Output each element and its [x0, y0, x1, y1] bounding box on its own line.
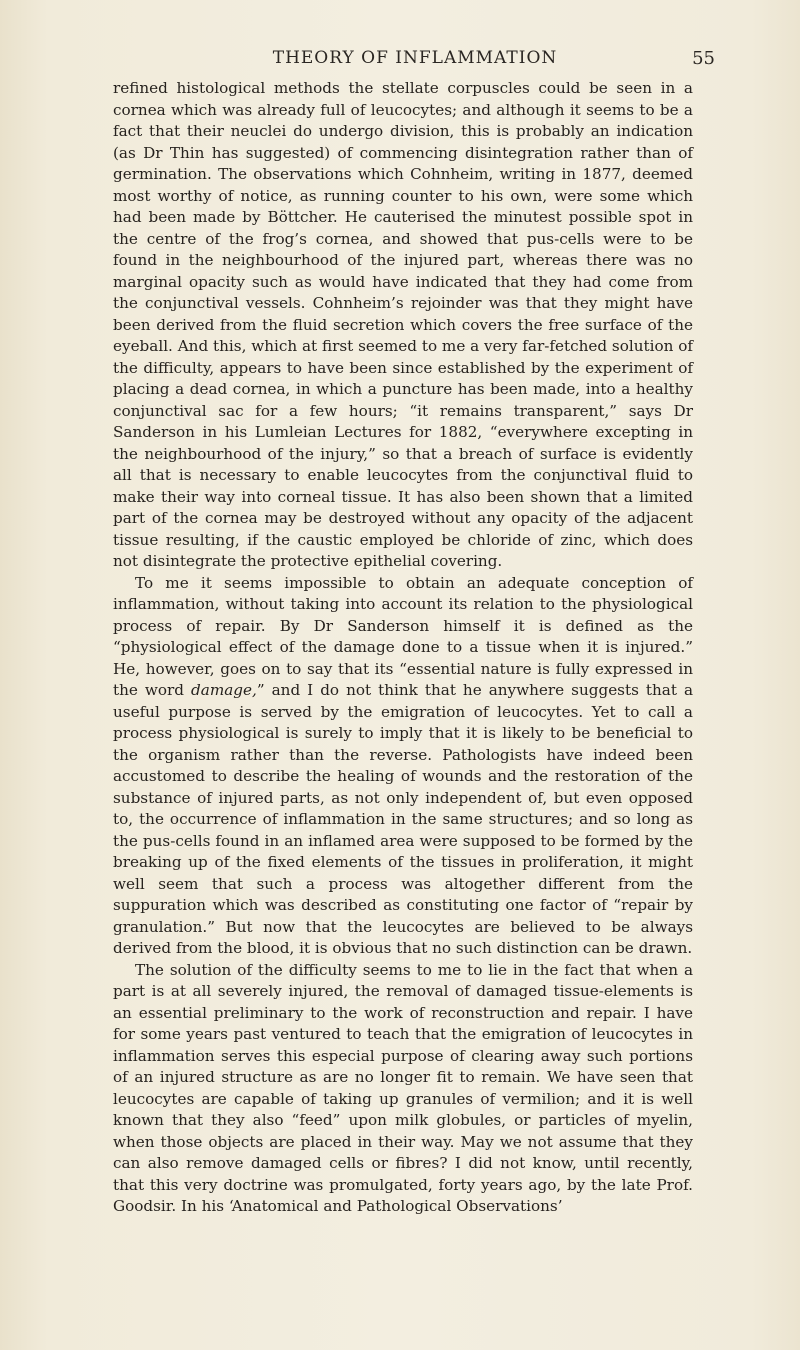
paragraph-continued: refined histological methods the stellate corpuscles could be seen in a cornea which was already full of leucocytes; and although it seems to be a fact that their neuclei do undergo division, this is probably an indication (as Dr Thin has suggested) of commencing disintegration rather than of germination. The observations which Cohnheim, writing in 1877, deemed most worthy of notice, as running counter to his own, were some which had been made by Böttcher. He cauterised the minutest possible spot in the centre of the frog’s cornea, and showed that pus-cells were to be found in the neighbourhood of the injured part, whereas there was no marginal opacity such as would have indicated that they had come from the conjunctival vessels. Cohnheim’s rejoinder was that they might have been derived from the fluid secretion which covers the free surface of the eyeball. And this, which at first seemed to me a very far-fetched solution of the difficulty, appears to have been since established by the experiment of placing a dead cornea, in which a puncture has been made, into a healthy conjunctival sac for a few hours; “it remains transparent,” says Dr Sanderson in his Lumleian Lectures for 1882, “everywhere excepting in the neighbourhood of the injury,” so that a breach of surface is evidently all that is necessary to enable leucocytes from the conjunctival fluid to make their way into corneal tissue. It has also been shown that a limited part of the cornea may be destroyed without any opacity of the adjacent tissue resulting, if the caustic employed be chloride of zinc, which does not disintegrate the protective epithelial covering. — [113, 79, 693, 570]
paragraph-solution: The solution of the difficulty seems to me to lie in the fact that when a part is at all severely injured, the removal of damaged tissue-elements is an essential preliminary to the work of reconstruction and repair. I have for some years past ventured to teach that the emigration of leucocytes in inflammation serves this especial purpose of clearing away such portions of an injured structure as are no longer fit to remain. We have seen that leucocytes are capable of taking up granules of vermilion; and it is well known that they also “feed” upon milk globules, or particles of myelin, when those objects are placed in their way. May we not assume that they can also remove damaged cells or fibres? I did not know, until recently, that this very doctrine was promulgated, forty years ago, by the late Prof. Goodsir. In his ‘Anatomical and Pathological Observations’ — [113, 960, 693, 1215]
paragraph-text: To me it seems impossible to obtain an adequate conception of inflammation, without taking into account its relation to the physiological process of repair. By Dr Sanderson himself it is defined as the “physiological effect of the damage done to a tissue when it is injured.” He, however, goes on to say that its “essential nature is fully expressed in the word — [113, 573, 693, 699]
paragraph-repair — [113, 573, 693, 960]
paragraph-text: ” and I do not think that he anywhere suggests that a useful purpose is served by the emigration of leucocytes. Yet to call a process physiological is surely to imply that it is likely to be beneficial to the organism rather than the reverse. Pathologists have indeed been accustomed to describe the healing of wounds and the restoration of the substance of injured parts, as not only independent of, but even opposed to, the occurrence of inflammation in the same structures; and so long as the pus-cells found in an inflamed area were supposed to be formed by the breaking up of the fixed elements of the tissues in proliferation, it might well seem that such a process was altogether different from the suppuration which was described as constituting one factor of “repair by granulation.” But now that the leucocytes are believed to be always derived from the blood, it is obvious that no such distinction can be drawn. — [113, 681, 694, 957]
body-text — [113, 78, 693, 1218]
italic-word: damage, — [191, 681, 257, 699]
page-number: 55 — [692, 48, 715, 69]
page-header — [115, 48, 715, 72]
running-head: THEORY OF INFLAMMATION — [272, 48, 558, 68]
